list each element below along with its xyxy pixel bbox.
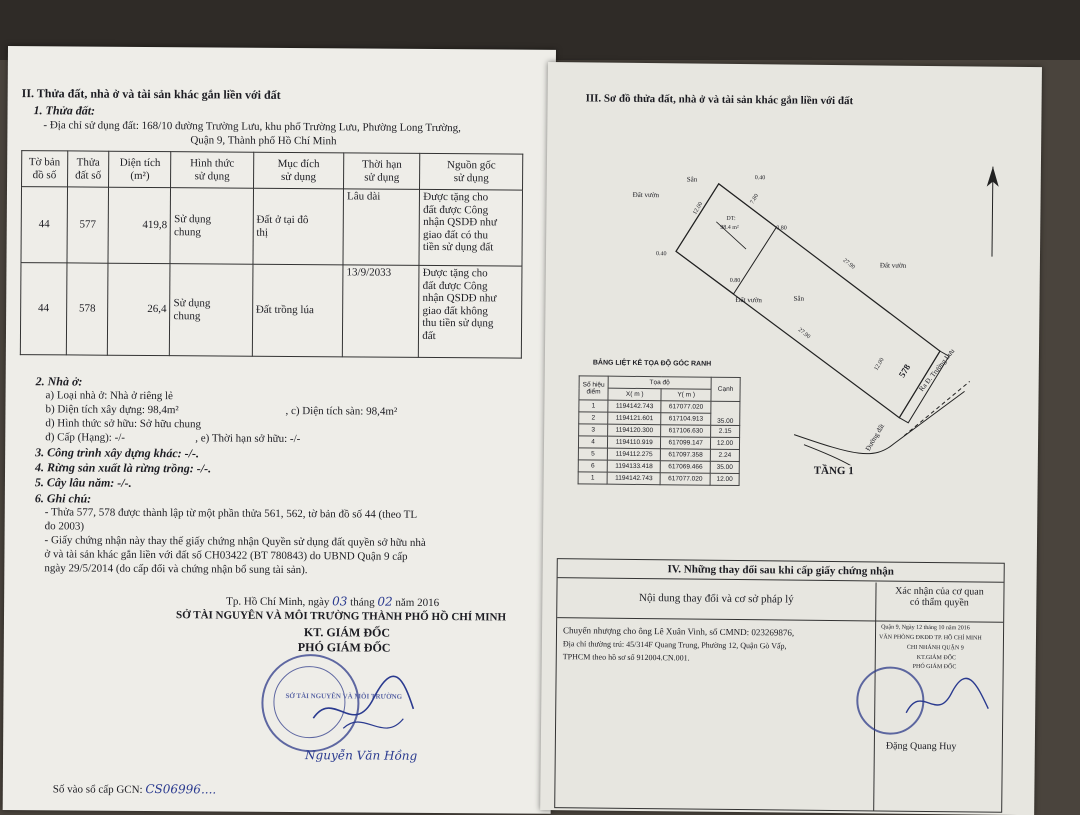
dim-0-40-b: 0.40 xyxy=(655,251,667,258)
col-right-header-2: có thẩm quyền xyxy=(909,596,969,609)
left-page xyxy=(3,46,556,814)
table-row: 44 577 419,8 Sử dụng chung Đất ở tại đô thị Lâu dài Được tặng cho đất được Công nhận QSDĐ như giao đất có thu tiền sử dụng đất xyxy=(21,187,523,266)
label-dat-vuon-3: Đất vườn xyxy=(735,295,762,305)
land-title: 1. Thửa đất: xyxy=(33,103,96,118)
item3: 3. Công trình xây dựng khác: -/-. xyxy=(35,445,200,461)
coord-table: Số hiệu điểm Tọa độ Cạnh X( m ) Y( m ) 1 1194142.743 617077.020 35.00 2 1194121.601 617104.913 3 1194120.300 617106.630 2.15 4 1194110.919 617099.147 12.00 5 1194112.275 617097.358 2.24 6 1194133.418 617069.466 35.00 1 1194142.743 617077.020 12.00 xyxy=(578,375,741,486)
floor-label: TẦNG 1 xyxy=(813,464,854,478)
confirm-office: VĂN PHÒNG ĐKĐĐ TP. HỒ CHÍ MINH xyxy=(878,634,982,642)
signature-right xyxy=(896,673,997,734)
ownership-term: , e) Thời hạn sở hữu: -/- xyxy=(195,432,301,446)
house-title: 2. Nhà ở: xyxy=(35,374,83,389)
label-dat-vuon-1: Đất vườn xyxy=(632,190,660,200)
table-row: 6 1194133.418 617069.466 35.00 xyxy=(578,460,739,474)
issue-date: Tp. Hồ Chí Minh, ngày 03 tháng 02 năm 2016 xyxy=(226,594,440,610)
section4-title: IV. Những thay đổi sau khi cấp giấy chứng nhận xyxy=(558,559,1004,583)
house-grade: đ) Cấp (Hạng): -/- xyxy=(45,431,126,444)
cert-number: Số vào sổ cấp GCN: CS06996.... xyxy=(52,781,217,797)
label-parcel-578: 578 xyxy=(896,362,913,380)
address-line2: Quận 9, Thành phố Hồ Chí Minh xyxy=(190,134,337,148)
confirm-deputy: PHÓ GIÁM ĐỐC xyxy=(912,663,957,671)
label-san-top: Sân xyxy=(686,175,698,184)
label-duong-dat: Đường đất xyxy=(863,422,887,453)
table-row: 5 1194112.275 617097.358 2.24 xyxy=(578,448,739,462)
dim-12-00-b: 12.00 xyxy=(692,201,705,216)
label-road: Ra Đ. Trường Lưu xyxy=(917,347,957,393)
note2b: ở và tài sản khác gắn liền với đất số CH03422 (BT 780843) do UBND Quận 9 cấp xyxy=(44,548,408,563)
deputy-director: PHÓ GIÁM ĐỐC xyxy=(297,640,391,655)
floor-area: , c) Diện tích sàn: 98,4m² xyxy=(285,404,398,418)
table-row: 4 1194110.919 617099.147 12.00 xyxy=(578,436,739,450)
note1b: đo 2003) xyxy=(44,520,85,533)
item5: 5. Cây lâu năm: -/-. xyxy=(34,475,132,490)
dim-7-80: 7.80 xyxy=(749,193,761,206)
confirm-branch: CHI NHÁNH QUẬN 9 xyxy=(906,644,964,652)
confirm-kt: KT.GIÁM ĐỐC xyxy=(916,654,957,662)
label-san-mid: Sân xyxy=(793,294,805,303)
address-line1: - Địa chỉ sử dụng đất: 168/10 đường Trường Lưu, khu phố Trường Lưu, Phường Long Trường, xyxy=(43,119,461,135)
section3-title: III. Sơ đồ thửa đất, nhà ở và tài sản khác gắn liền với đất xyxy=(585,92,854,108)
house-type: a) Loại nhà ở: Nhà ở riêng lẻ xyxy=(45,389,174,403)
confirm-date: Quận 9, Ngày 12 tháng 10 năm 2016 xyxy=(881,624,970,632)
section2-title: II. Thửa đất, nhà ở và tài sản khác gắn liền với đất xyxy=(21,86,281,102)
kt-director: KT. GIÁM ĐỐC xyxy=(303,625,391,640)
coord-table-title: BẢNG LIỆT KÊ TỌA ĐỘ GÓC RANH xyxy=(592,359,712,368)
signer-name: Nguyễn Văn Hồng xyxy=(305,748,418,763)
dim-27-90-a: 27.90 xyxy=(841,257,856,271)
dim-0-80-b: 0.80 xyxy=(729,277,741,285)
confirm-signer: Đặng Quang Huy xyxy=(885,740,957,753)
dim-12-00: 12.00 xyxy=(873,357,886,372)
ownership-form: d) Hình thức sở hữu: Sở hữu chung xyxy=(45,417,202,431)
dim-27-90-b: 27.90 xyxy=(796,327,812,341)
land-table: Tờ bản đồ số Thửa đất số Diện tích (m²) Hình thức sử dụng Mục đích sử dụng Thời hạn sử dụng Nguồn gốc sử dụng 44 577 419,8 Sử dụng chung Đất ở tại đô thị Lâu dài Được tặng cho đất được Công nhận QSDĐ như giao đất có thu tiền sử dụng đất 44 578 26,4 Sử dụng chung Đất trồng lúa 13/9/2033 Được tặng cho đất được Công nhận QSDĐ như giao đất không thu tiền sử dụng đất xyxy=(20,150,523,358)
label-dt: DT: xyxy=(726,215,736,222)
dim-0-80: 0.80 xyxy=(776,225,787,232)
change-line1: Chuyển nhượng cho ông Lê Xuân Vinh, số CMND: 023269876, xyxy=(562,625,795,638)
col-left-header: Nội dung thay đổi và cơ sở pháp lý xyxy=(639,591,794,606)
signature-left xyxy=(303,648,424,759)
change-line2: Địa chỉ thường trú: 45/314F Quang Trung, Phường 12, Quận Gò Vấp, xyxy=(562,639,787,651)
official-seal-left: SỞ TÀI NGUYÊN VÀ MÔI TRƯỜNG xyxy=(261,654,360,753)
table-row: 44 578 26,4 Sử dụng chung Đất trồng lúa 13/9/2033 Được tặng cho đất được Công nhận QSDĐ như giao đất không thu tiền sử dụng đất xyxy=(20,263,522,358)
dim-0-40-a: 0.40 xyxy=(754,175,766,182)
label-dat-vuon-2: Đất vườn xyxy=(879,261,907,270)
issuing-org: SỞ TÀI NGUYÊN VÀ MÔI TRƯỜNG THÀNH PHỐ HỒ CHÍ MINH xyxy=(175,609,507,624)
note1a: - Thửa 577, 578 được thành lập từ một phần thửa 561, 562, tờ bản đồ số 44 (theo TL xyxy=(44,506,418,521)
table-row: 3 1194120.300 617106.630 2.15 xyxy=(579,424,740,438)
note2a: - Giấy chứng nhận này thay thế giấy chứng nhận Quyền sử dụng đất quyền sở hữu nhà xyxy=(44,534,426,549)
table-row: 2 1194121.601 617104.913 xyxy=(579,412,740,426)
right-page xyxy=(540,62,1042,815)
build-area: b) Diện tích xây dựng: 98,4m² xyxy=(45,403,179,417)
item4: 4. Rừng sản xuất là rừng trồng: -/-. xyxy=(35,460,212,476)
note2c: ngày 29/5/2014 (do cấp đổi và chứng nhận bổ sung tài sản). xyxy=(44,562,308,577)
col-right-header-1: Xác nhận của cơ quan xyxy=(895,585,984,598)
change-line3: TPHCM theo hồ sơ số 912004.CN.001. xyxy=(562,652,690,663)
table-row: 1 1194142.743 617077.020 35.00 xyxy=(579,400,740,414)
label-dt-value: 98.4 m² xyxy=(720,224,739,232)
table-row: 1 1194142.743 617077.020 12.00 xyxy=(578,472,739,486)
item6: 6. Ghi chú: xyxy=(34,491,92,506)
changes-box xyxy=(554,558,1005,813)
